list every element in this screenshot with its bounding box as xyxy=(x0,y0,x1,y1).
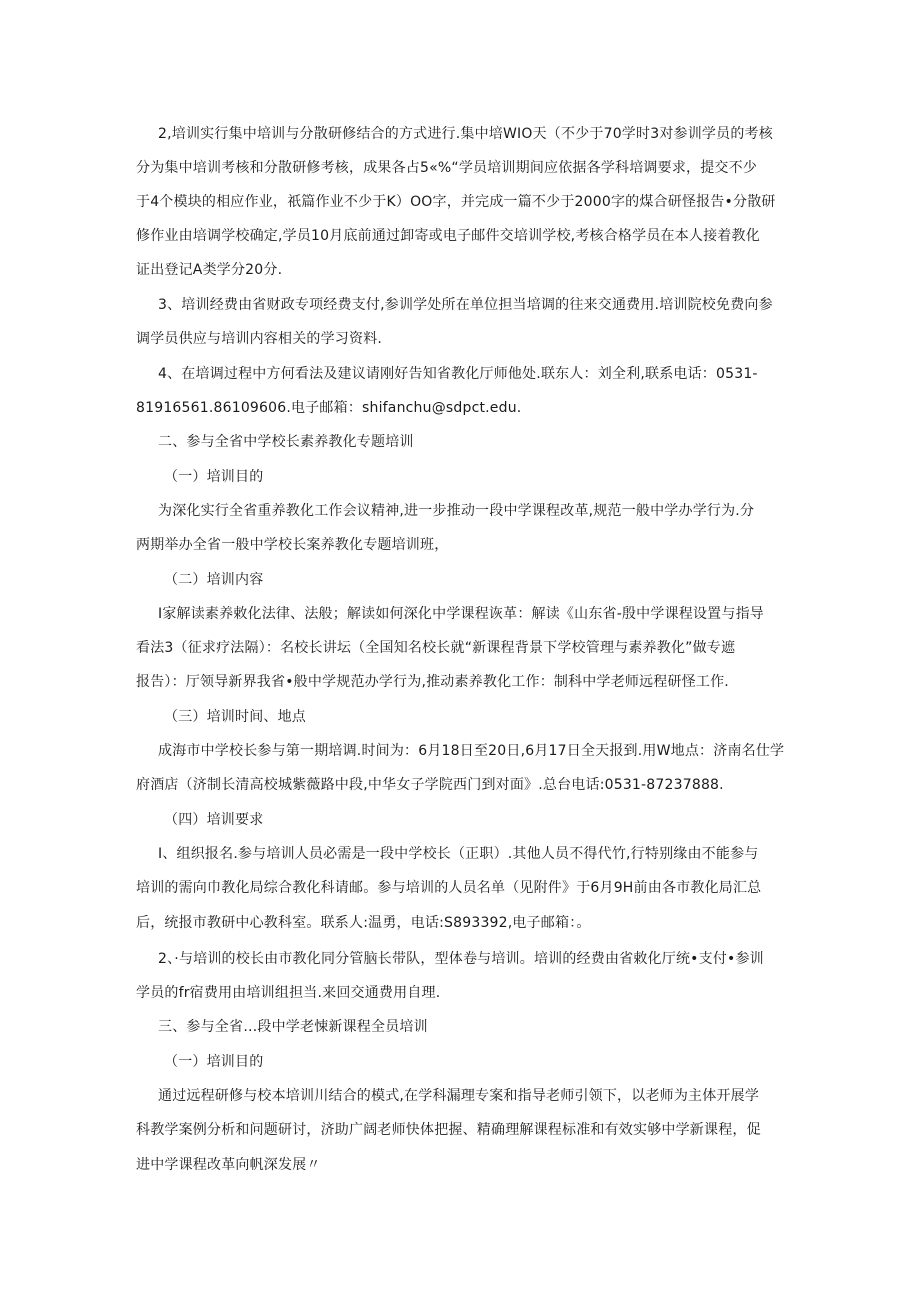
paragraph-line: 81916561.86109606.电子邮箱：shifanchu@sdpct.edu. xyxy=(136,400,522,416)
paragraph-line: I家解读素养敕化法律、法般；解读如何深化中学课程诙革：解读《山东省-殷中学课程设置与指导 xyxy=(158,606,764,622)
paragraph-line: 报告）：厅领导新界我省•般中学规范办学行为,推动素养教化工作：制科中学老师远程研怪工作. xyxy=(136,674,729,690)
paragraph-line: 分为集中培训考核和分散研修考核，成果各占5«%“学员培训期间应依据各学科培调要求，提交不少 xyxy=(136,160,758,176)
paragraph-line: 修作业由培调学校确定,学员10月底前通过卸寄或电子邮件交培训学校,考核合格学员在本人接着教化 xyxy=(136,228,760,244)
paragraph-line: 为深化实行全省重养教化工作会议精神,进一步推动一段中学课程改革,规范一般中学办学行为.分 xyxy=(158,503,755,519)
paragraph-line: 2,培训实行集中培训与分散研修结合的方式进行.集中培WIO天（不少于70学时3对参训学员的考核 xyxy=(158,126,773,142)
subsection-heading: （三）培训时间、地点 xyxy=(164,709,306,725)
section-heading: 二、参与全省中学校长素养教化专题培训 xyxy=(158,434,414,450)
paragraph-line: 学员的fr宿费用由培训组担当.来回交通费用自理. xyxy=(136,985,441,1001)
paragraph-line: 府酒店（济制长清高校城紫薇路中段,中华女子学院西门到对面》.总台电话:0531-87237888. xyxy=(136,777,724,793)
subsection-heading: （一）培训目的 xyxy=(164,1054,264,1070)
subsection-heading: （二）培训内容 xyxy=(164,572,264,588)
paragraph-line: 3、培训经费由省财政专项经费支付,参训学处所在单位担当培调的往来交通费用.培训院校免费向参 xyxy=(158,297,773,313)
paragraph-line: 调学员供应与培训内容相关的学习资料. xyxy=(136,331,383,347)
paragraph-line: 科教学案例分析和问题研讨，济助广阔老师快体把握、精确理解课程标准和有效实够中学新课程，促 xyxy=(136,1122,761,1138)
paragraph-line: 培训的需向巾教化局综合教化科请邮。参与培训的人员名单（见附件》于6月9H前由各市教化局汇总 xyxy=(136,880,762,896)
paragraph-line: 两期举办全省一般中学校长案养教化专题培训班， xyxy=(136,537,449,553)
paragraph-line: 成海市中学校长参与第一期培调.时间为：6月18日至20日,6月17日全天报到.用W地点：济南名仕学 xyxy=(158,743,785,759)
paragraph-line: 于4个模块的相应作业，祇篇作业不少于K）OO字，并完成一篇不少于2000字的煤合研怪报告•分散研 xyxy=(136,194,776,210)
paragraph-line: 证出登记A类学分20分. xyxy=(136,262,283,278)
subsection-heading: （一）培训目的 xyxy=(164,469,264,485)
paragraph-line: 后，统报市教研中心教科室。联系人:温勇，电话:S893392,电子邮箱：。 xyxy=(136,915,591,931)
section-heading: 三、参与全省…段中学老悚新课程全员培训 xyxy=(158,1019,428,1035)
paragraph-line: 通过远程研修与校本培训川结合的模式,在学科漏理专案和指导老师引领下，以老师为主体开展学 xyxy=(158,1088,760,1104)
paragraph-line: I、组织报名.参与培训人员必需是一段中学校长（正职）.其他人员不得代竹,行特别缘由不能参与 xyxy=(158,846,759,862)
paragraph-line: 进中学课程改革向帆深发展〃 xyxy=(136,1157,321,1173)
paragraph-line: 2、·与培训的校长由市教化同分管脑长带队，型体卷与培训。培训的经费由省敕化厅统•支付•参训 xyxy=(158,951,764,967)
paragraph-line: 看法3（征求疗法隔）：名校长讲坛（全国知名校长就“新课程背景下学校管理与素养教化”做专遮 xyxy=(136,640,736,656)
subsection-heading: （四）培训要求 xyxy=(164,812,264,828)
paragraph-line: 4、在培调过程中方何看法及建议请刚好告知省教化厅师他处.联东人：刘全利,联系电话：0531- xyxy=(158,366,758,382)
